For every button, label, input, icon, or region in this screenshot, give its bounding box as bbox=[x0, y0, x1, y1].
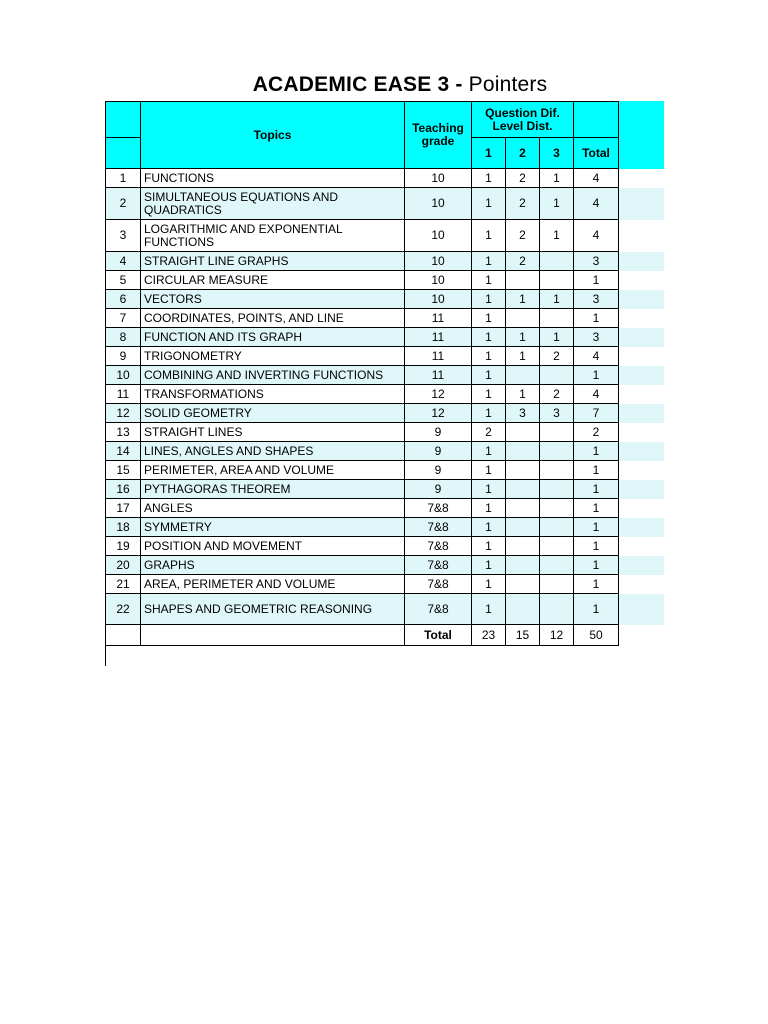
cell-no: 9 bbox=[105, 347, 141, 366]
cell-l2 bbox=[506, 480, 540, 499]
cell-total: 4 bbox=[574, 188, 619, 220]
cell-l3 bbox=[540, 442, 574, 461]
cell-l1: 1 bbox=[472, 556, 506, 575]
header-total: Total bbox=[574, 138, 619, 169]
cell-l2 bbox=[506, 499, 540, 518]
totals-level-1: 23 bbox=[472, 625, 506, 646]
cell-l3 bbox=[540, 556, 574, 575]
cell-l2 bbox=[506, 575, 540, 594]
cell-no: 14 bbox=[105, 442, 141, 461]
cell-l3: 1 bbox=[540, 290, 574, 309]
cell-topic: LOGARITHMIC AND EXPONENTIAL FUNCTIONS bbox=[141, 220, 405, 252]
cell-l2 bbox=[506, 556, 540, 575]
cell-topic: SYMMETRY bbox=[141, 518, 405, 537]
cell-l1: 1 bbox=[472, 271, 506, 290]
cell-l2 bbox=[506, 309, 540, 328]
cell-l3 bbox=[540, 309, 574, 328]
cell-l2: 2 bbox=[506, 169, 540, 188]
cell-l2 bbox=[506, 594, 540, 625]
cell-l3 bbox=[540, 271, 574, 290]
cell-topic: GRAPHS bbox=[141, 556, 405, 575]
cell-l2: 3 bbox=[506, 404, 540, 423]
cell-topic: SIMULTANEOUS EQUATIONS AND QUADRATICS bbox=[141, 188, 405, 220]
cell-total: 1 bbox=[574, 366, 619, 385]
cell-l3: 1 bbox=[540, 220, 574, 252]
totals-label: Total bbox=[405, 625, 472, 646]
cell-total: 3 bbox=[574, 290, 619, 309]
cell-l2: 2 bbox=[506, 188, 540, 220]
header-empty-cell bbox=[574, 101, 619, 138]
cell-no: 16 bbox=[105, 480, 141, 499]
cell-l3 bbox=[540, 575, 574, 594]
cell-no: 18 bbox=[105, 518, 141, 537]
cell-total: 7 bbox=[574, 404, 619, 423]
header-question-dist: Question Dif. Level Dist. bbox=[472, 101, 574, 138]
cell-l3 bbox=[540, 366, 574, 385]
cell-total: 3 bbox=[574, 328, 619, 347]
header-no-cell-bottom bbox=[105, 138, 141, 169]
cell-no: 21 bbox=[105, 575, 141, 594]
cell-l3 bbox=[540, 423, 574, 442]
cell-l1: 1 bbox=[472, 328, 506, 347]
cell-l1: 1 bbox=[472, 220, 506, 252]
totals-total: 50 bbox=[574, 625, 619, 646]
cell-l1: 1 bbox=[472, 404, 506, 423]
cell-no: 7 bbox=[105, 309, 141, 328]
title-separator: - bbox=[449, 73, 469, 96]
cell-grade: 7&8 bbox=[405, 556, 472, 575]
cell-grade: 12 bbox=[405, 385, 472, 404]
title-main: ACADEMIC EASE 3 bbox=[252, 73, 450, 96]
cell-l3 bbox=[540, 480, 574, 499]
cell-no: 12 bbox=[105, 404, 141, 423]
cell-l1: 1 bbox=[472, 518, 506, 537]
cell-l1: 1 bbox=[472, 188, 506, 220]
cell-empty bbox=[105, 625, 141, 646]
cell-l2: 1 bbox=[506, 290, 540, 309]
cell-l1: 1 bbox=[472, 252, 506, 271]
cell-l2: 2 bbox=[506, 252, 540, 271]
cell-l1: 1 bbox=[472, 366, 506, 385]
cell-total: 4 bbox=[574, 220, 619, 252]
cell-l1: 1 bbox=[472, 290, 506, 309]
cell-grade: 10 bbox=[405, 220, 472, 252]
cell-grade: 10 bbox=[405, 271, 472, 290]
cell-topic: FUNCTION AND ITS GRAPH bbox=[141, 328, 405, 347]
cell-l3 bbox=[540, 252, 574, 271]
cell-total: 4 bbox=[574, 347, 619, 366]
cell-topic: PYTHAGORAS THEOREM bbox=[141, 480, 405, 499]
cell-l2 bbox=[506, 271, 540, 290]
cell-l1: 1 bbox=[472, 442, 506, 461]
cell-l1: 1 bbox=[472, 499, 506, 518]
cell-no: 3 bbox=[105, 220, 141, 252]
cell-l3: 1 bbox=[540, 188, 574, 220]
cell-l1: 1 bbox=[472, 594, 506, 625]
cell-l2: 1 bbox=[506, 347, 540, 366]
cell-l2: 1 bbox=[506, 328, 540, 347]
header-teaching-grade: Teaching grade bbox=[405, 101, 472, 169]
cell-no: 6 bbox=[105, 290, 141, 309]
cell-l3: 1 bbox=[540, 169, 574, 188]
cell-l1: 1 bbox=[472, 385, 506, 404]
cell-no: 19 bbox=[105, 537, 141, 556]
cell-l3: 3 bbox=[540, 404, 574, 423]
cell-grade: 7&8 bbox=[405, 594, 472, 625]
cell-l1: 1 bbox=[472, 480, 506, 499]
cell-topic: POSITION AND MOVEMENT bbox=[141, 537, 405, 556]
cell-grade: 10 bbox=[405, 252, 472, 271]
cell-grade: 11 bbox=[405, 366, 472, 385]
cell-grade: 9 bbox=[405, 423, 472, 442]
cell-no: 8 bbox=[105, 328, 141, 347]
cell-l1: 1 bbox=[472, 537, 506, 556]
cell-total: 1 bbox=[574, 518, 619, 537]
cell-no: 2 bbox=[105, 188, 141, 220]
header-level-3: 3 bbox=[540, 138, 574, 169]
cell-l1: 1 bbox=[472, 461, 506, 480]
cell-topic: SHAPES AND GEOMETRIC REASONING bbox=[141, 594, 405, 625]
cell-l3 bbox=[540, 537, 574, 556]
cell-no: 13 bbox=[105, 423, 141, 442]
totals-level-2: 15 bbox=[506, 625, 540, 646]
cell-l1: 2 bbox=[472, 423, 506, 442]
cell-no: 20 bbox=[105, 556, 141, 575]
cell-l2 bbox=[506, 537, 540, 556]
header-level-1: 1 bbox=[472, 138, 506, 169]
cell-l1: 1 bbox=[472, 169, 506, 188]
cell-l2: 1 bbox=[506, 385, 540, 404]
cell-total: 2 bbox=[574, 423, 619, 442]
cell-grade: 11 bbox=[405, 309, 472, 328]
header-topics: Topics bbox=[141, 101, 405, 169]
cell-grade: 7&8 bbox=[405, 499, 472, 518]
cell-topic: VECTORS bbox=[141, 290, 405, 309]
cell-total: 1 bbox=[574, 271, 619, 290]
cell-topic: COORDINATES, POINTS, AND LINE bbox=[141, 309, 405, 328]
cell-total: 1 bbox=[574, 556, 619, 575]
cell-l1: 1 bbox=[472, 309, 506, 328]
cell-grade: 11 bbox=[405, 347, 472, 366]
cell-topic: TRANSFORMATIONS bbox=[141, 385, 405, 404]
header-no-cell-top bbox=[105, 101, 141, 138]
cell-l3 bbox=[540, 594, 574, 625]
cell-total: 1 bbox=[574, 442, 619, 461]
cell-no: 5 bbox=[105, 271, 141, 290]
cell-grade: 10 bbox=[405, 169, 472, 188]
cell-total: 3 bbox=[574, 252, 619, 271]
cell-topic: STRAIGHT LINES bbox=[141, 423, 405, 442]
cell-grade: 10 bbox=[405, 188, 472, 220]
cell-no: 15 bbox=[105, 461, 141, 480]
cell-empty bbox=[141, 625, 405, 646]
cell-l2 bbox=[506, 518, 540, 537]
cell-no: 22 bbox=[105, 594, 141, 625]
cell-no: 17 bbox=[105, 499, 141, 518]
cell-topic: TRIGONOMETRY bbox=[141, 347, 405, 366]
cell-grade: 9 bbox=[405, 442, 472, 461]
cell-grade: 9 bbox=[405, 461, 472, 480]
cell-l1: 1 bbox=[472, 575, 506, 594]
cell-no: 1 bbox=[105, 169, 141, 188]
title-sub: Pointers bbox=[468, 73, 548, 96]
cell-topic: AREA, PERIMETER AND VOLUME bbox=[141, 575, 405, 594]
cell-l3: 2 bbox=[540, 347, 574, 366]
cell-total: 1 bbox=[574, 594, 619, 625]
cell-topic: ANGLES bbox=[141, 499, 405, 518]
cell-topic: CIRCULAR MEASURE bbox=[141, 271, 405, 290]
cell-l2 bbox=[506, 461, 540, 480]
cell-total: 1 bbox=[574, 461, 619, 480]
cell-l3 bbox=[540, 461, 574, 480]
cell-l3 bbox=[540, 499, 574, 518]
cell-total: 1 bbox=[574, 575, 619, 594]
cell-grade: 7&8 bbox=[405, 575, 472, 594]
cell-no: 11 bbox=[105, 385, 141, 404]
cell-topic: PERIMETER, AREA AND VOLUME bbox=[141, 461, 405, 480]
cell-l2 bbox=[506, 423, 540, 442]
cell-total: 1 bbox=[574, 309, 619, 328]
cell-total: 4 bbox=[574, 169, 619, 188]
totals-level-3: 12 bbox=[540, 625, 574, 646]
cell-l2 bbox=[506, 442, 540, 461]
cell-total: 1 bbox=[574, 480, 619, 499]
cell-grade: 7&8 bbox=[405, 537, 472, 556]
cell-total: 4 bbox=[574, 385, 619, 404]
cell-total: 1 bbox=[574, 499, 619, 518]
grid-line bbox=[105, 646, 106, 666]
cell-topic: LINES, ANGLES AND SHAPES bbox=[141, 442, 405, 461]
cell-grade: 7&8 bbox=[405, 518, 472, 537]
cell-grade: 10 bbox=[405, 290, 472, 309]
cell-no: 4 bbox=[105, 252, 141, 271]
cell-topic: COMBINING AND INVERTING FUNCTIONS bbox=[141, 366, 405, 385]
cell-topic: SOLID GEOMETRY bbox=[141, 404, 405, 423]
cell-grade: 11 bbox=[405, 328, 472, 347]
cell-l3 bbox=[540, 518, 574, 537]
cell-l2: 2 bbox=[506, 220, 540, 252]
page-title bbox=[0, 73, 768, 97]
cell-no: 10 bbox=[105, 366, 141, 385]
cell-grade: 12 bbox=[405, 404, 472, 423]
cell-l3: 2 bbox=[540, 385, 574, 404]
cell-total: 1 bbox=[574, 537, 619, 556]
cell-l1: 1 bbox=[472, 347, 506, 366]
cell-topic: FUNCTIONS bbox=[141, 169, 405, 188]
cell-l3: 1 bbox=[540, 328, 574, 347]
cell-topic: STRAIGHT LINE GRAPHS bbox=[141, 252, 405, 271]
cell-l2 bbox=[506, 366, 540, 385]
cell-grade: 9 bbox=[405, 480, 472, 499]
header-level-2: 2 bbox=[506, 138, 540, 169]
